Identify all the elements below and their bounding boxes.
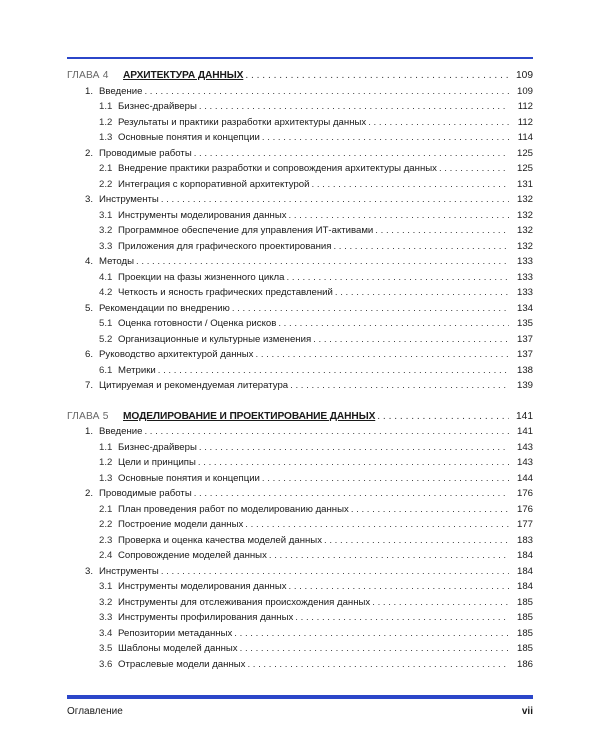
entry-number: 1.2: [99, 457, 113, 468]
footer-section-title: Оглавление: [67, 706, 123, 717]
entry-number: 5.2: [99, 333, 113, 345]
toc-subsection[interactable]: [67, 208, 533, 224]
entry-page: 184: [516, 565, 533, 577]
entry-page: 143: [516, 441, 533, 453]
toc-subsection[interactable]: [67, 517, 533, 533]
dot-leader: [439, 161, 509, 177]
entry-page: 184: [516, 581, 533, 592]
dot-leader: [351, 502, 509, 518]
toc-subsection[interactable]: [67, 130, 533, 146]
entry-number: 4.1: [99, 271, 113, 283]
dot-leader: [245, 68, 509, 84]
entry-title: Инструменты: [99, 565, 159, 577]
dot-leader: [136, 254, 509, 270]
toc-subsection[interactable]: [67, 533, 533, 549]
toc-section[interactable]: [67, 146, 533, 162]
dot-leader: [269, 548, 509, 564]
entry-number: 2.: [85, 147, 94, 159]
dot-leader: [290, 378, 509, 394]
dot-leader: [313, 332, 509, 348]
entry-number: 3.5: [99, 643, 113, 654]
toc-section[interactable]: [67, 254, 533, 270]
toc-subsection[interactable]: [67, 270, 533, 286]
entry-number: 3.4: [99, 627, 113, 639]
dot-leader: [278, 316, 509, 332]
entry-title: Руководство архитектурой данных: [99, 349, 254, 360]
dot-leader: [144, 424, 509, 440]
toc-subsection[interactable]: [67, 332, 533, 348]
entry-page: 176: [516, 488, 533, 499]
dot-leader: [286, 270, 509, 286]
dot-leader: [312, 177, 509, 193]
entry-number: 2.2: [99, 519, 113, 530]
entry-title: Бизнес-драйверы: [118, 441, 197, 453]
dot-leader: [247, 657, 509, 673]
entry-title: Четкость и ясность графических представлений: [118, 287, 333, 298]
entry-title: Построение модели данных: [118, 519, 244, 530]
entry-number: 1.: [85, 426, 94, 437]
entry-number: 5.: [85, 302, 94, 314]
dot-leader: [262, 130, 509, 146]
entry-page: 185: [516, 612, 533, 623]
toc-section[interactable]: [67, 192, 533, 208]
entry-number: 1.3: [99, 472, 113, 484]
entry-number: 1.1: [99, 101, 113, 112]
entry-page: 109: [516, 85, 533, 97]
entry-title: Проводимые работы: [99, 488, 192, 499]
entry-number: 6.: [85, 349, 94, 360]
toc-subsection[interactable]: [67, 502, 533, 518]
entry-title: Внедрение практики разработки и сопровождения архитектуры данных: [118, 163, 437, 174]
entry-title: Инструменты профилирования данных: [118, 612, 294, 623]
dot-leader: [377, 409, 509, 425]
dot-leader: [262, 471, 509, 487]
toc-subsection[interactable]: [67, 316, 533, 332]
entry-page: 137: [516, 333, 533, 345]
entry-title: Цитируемая и рекомендуемая литература: [99, 380, 289, 391]
dot-leader: [333, 239, 509, 255]
entry-title: План проведения работ по моделированию данных: [118, 503, 349, 515]
entry-page: 132: [516, 240, 533, 252]
entry-title: Программное обеспечение для управления ИТ-активами: [118, 225, 374, 236]
toc-subsection[interactable]: [67, 548, 533, 564]
entry-number: 1.2: [99, 116, 113, 128]
entry-title: Инструменты: [99, 194, 159, 205]
entry-title: Проводимые работы: [99, 147, 192, 159]
entry-title: Результаты и практики разработки архитектуры данных: [118, 116, 367, 128]
entry-number: 2.4: [99, 550, 113, 561]
entry-page: 186: [516, 658, 533, 670]
chapter-title: АРХИТЕКТУРА ДАННЫХ: [123, 70, 244, 81]
entry-page: 184: [516, 550, 533, 561]
entry-page: 144: [516, 472, 533, 484]
entry-title: Отраслевые модели данных: [118, 658, 246, 670]
toc-subsection[interactable]: [67, 161, 533, 177]
dot-leader: [161, 564, 509, 580]
toc-section[interactable]: [67, 378, 533, 394]
toc-section[interactable]: [67, 564, 533, 580]
chapter-heading[interactable]: [67, 68, 533, 84]
entry-number: 6.1: [99, 364, 113, 376]
entry-title: Основные понятия и концепции: [118, 132, 260, 143]
entry-title: Введение: [99, 85, 143, 97]
footer-page-number: vii: [521, 706, 533, 717]
entry-page: 185: [516, 643, 533, 654]
entry-page: 135: [516, 318, 533, 329]
dot-leader: [199, 99, 509, 115]
chapter-heading[interactable]: [67, 409, 533, 425]
entry-number: 3.: [85, 565, 94, 577]
entry-number: 3.1: [99, 581, 113, 592]
dot-leader: [194, 146, 509, 162]
toc-subsection[interactable]: [67, 239, 533, 255]
dot-leader: [232, 301, 509, 317]
entry-number: 3.3: [99, 612, 113, 623]
entry-page: 114: [517, 132, 533, 143]
entry-number: 2.1: [99, 163, 113, 174]
dot-leader: [240, 641, 509, 657]
entry-page: 112: [517, 116, 533, 128]
entry-title: Метрики: [118, 364, 156, 376]
entry-page: 137: [516, 349, 533, 360]
dot-leader: [375, 223, 509, 239]
entry-page: 132: [516, 209, 533, 221]
entry-number: 7.: [85, 380, 94, 391]
entry-title: Проверка и оценка качества моделей данных: [118, 534, 322, 546]
toc-subsection[interactable]: [67, 285, 533, 301]
entry-number: 2.: [85, 488, 94, 499]
entry-number: 2.2: [99, 178, 113, 190]
dot-leader: [289, 208, 509, 224]
toc-section[interactable]: [67, 301, 533, 317]
dot-leader: [245, 517, 509, 533]
entry-number: 5.1: [99, 318, 113, 329]
entry-number: 4.2: [99, 287, 113, 298]
table-of-contents: [67, 68, 533, 672]
entry-title: Инструменты моделирования данных: [118, 581, 287, 592]
entry-page: 131: [516, 178, 533, 190]
entry-title: Инструменты для отслеживания происхождения данных: [118, 596, 371, 608]
entry-page: 133: [516, 256, 533, 267]
toc-subsection[interactable]: [67, 177, 533, 193]
toc-subsection[interactable]: [67, 99, 533, 115]
entry-page: 138: [516, 364, 533, 376]
entry-number: 3.1: [99, 209, 113, 221]
entry-page: 125: [516, 163, 533, 174]
toc-subsection[interactable]: [67, 641, 533, 657]
entry-page: 134: [516, 302, 533, 314]
toc-section[interactable]: [67, 84, 533, 100]
chapter-page: 109: [516, 70, 533, 81]
entry-title: Приложения для графического проектирования: [118, 240, 332, 252]
entry-title: Цели и принципы: [118, 457, 196, 468]
toc-section[interactable]: [67, 486, 533, 502]
entry-number: 2.3: [99, 534, 113, 546]
entry-title: Проекции на фазы жизненного цикла: [118, 271, 285, 283]
entry-number: 3.2: [99, 596, 113, 608]
dot-leader: [335, 285, 509, 301]
entry-page: 133: [516, 287, 533, 298]
entry-number: 3.: [85, 194, 94, 205]
entry-page: 133: [516, 271, 533, 283]
entry-number: 3.6: [99, 658, 113, 670]
toc-subsection[interactable]: [67, 115, 533, 131]
entry-page: 185: [516, 627, 533, 639]
entry-title: Методы: [99, 256, 135, 267]
entry-page: 143: [516, 457, 533, 468]
dot-leader: [295, 610, 509, 626]
dot-leader: [161, 192, 509, 208]
entry-number: 1.1: [99, 441, 113, 453]
dot-leader: [144, 84, 509, 100]
entry-page: 185: [516, 596, 533, 608]
entry-title: Рекомендации по внедрению: [99, 302, 230, 314]
bottom-rule: [67, 695, 533, 699]
top-rule: [67, 57, 533, 59]
toc-subsection[interactable]: [67, 440, 533, 456]
chapter-spacer: [67, 394, 533, 409]
entry-title: Оценка готовности / Оценка рисков: [118, 318, 277, 329]
toc-subsection[interactable]: [67, 595, 533, 611]
entry-number: 1.3: [99, 132, 113, 143]
entry-title: Репозитории метаданных: [118, 627, 233, 639]
dot-leader: [255, 347, 509, 363]
entry-title: Интеграция с корпоративной архитектурой: [118, 178, 310, 190]
entry-title: Шаблоны моделей данных: [118, 643, 238, 654]
entry-number: 1.: [85, 85, 94, 97]
entry-number: 4.: [85, 256, 94, 267]
entry-page: 176: [516, 503, 533, 515]
entry-title: Основные понятия и концепции: [118, 472, 260, 484]
dot-leader: [368, 115, 509, 131]
dot-leader: [199, 440, 509, 456]
toc-subsection[interactable]: [67, 626, 533, 642]
chapter-title: МОДЕЛИРОВАНИЕ И ПРОЕКТИРОВАНИЕ ДАННЫХ: [123, 410, 376, 422]
entry-page: 132: [516, 194, 533, 205]
entry-page: 125: [516, 147, 533, 159]
entry-title: Сопровождение моделей данных: [118, 550, 267, 561]
toc-subsection[interactable]: [67, 455, 533, 471]
dot-leader: [198, 455, 509, 471]
entry-page: 141: [516, 426, 533, 437]
entry-number: 2.1: [99, 503, 113, 515]
dot-leader: [194, 486, 509, 502]
entry-number: 3.2: [99, 225, 113, 236]
dot-leader: [372, 595, 509, 611]
entry-page: 132: [516, 225, 533, 236]
chapter-label: ГЛАВА 4: [67, 70, 109, 81]
dot-leader: [158, 363, 509, 379]
toc-subsection[interactable]: [67, 223, 533, 239]
dot-leader: [234, 626, 509, 642]
entry-page: 139: [516, 380, 533, 391]
chapter-label: ГЛАВА 5: [67, 410, 109, 422]
toc-subsection[interactable]: [67, 610, 533, 626]
dot-leader: [324, 533, 509, 549]
toc-subsection[interactable]: [67, 579, 533, 595]
toc-section[interactable]: [67, 424, 533, 440]
toc-subsection[interactable]: [67, 657, 533, 673]
entry-title: Инструменты моделирования данных: [118, 209, 287, 221]
toc-subsection[interactable]: [67, 471, 533, 487]
toc-subsection[interactable]: [67, 363, 533, 379]
entry-title: Организационные и культурные изменения: [118, 333, 312, 345]
chapter-page: 141: [516, 410, 533, 422]
dot-leader: [289, 579, 509, 595]
entry-page: 177: [516, 519, 533, 530]
entry-page: 183: [516, 534, 533, 546]
entry-page: 112: [517, 101, 533, 112]
entry-title: Бизнес-драйверы: [118, 101, 197, 112]
toc-section[interactable]: [67, 347, 533, 363]
entry-title: Введение: [99, 426, 143, 437]
entry-number: 3.3: [99, 240, 113, 252]
